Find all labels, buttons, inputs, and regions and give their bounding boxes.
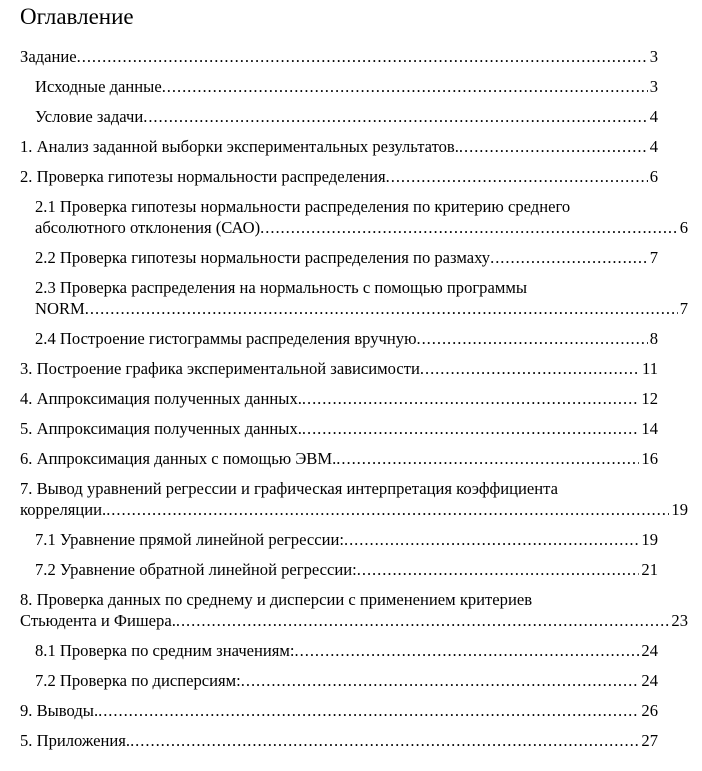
toc-entry-row (35, 640, 658, 661)
toc-entry-row (35, 670, 658, 691)
toc-entry[interactable] (35, 670, 688, 691)
dot-leader (143, 106, 647, 127)
dot-leader (295, 640, 640, 661)
toc-entry-title: 2.4 Построение гистограммы распределения вручную (35, 329, 417, 348)
toc-page-number: 4 (649, 107, 658, 126)
toc-entry[interactable] (35, 328, 688, 349)
toc-entry-title: Стьюдента и Фишера. (20, 611, 176, 630)
toc-entry-title: 2.2 Проверка гипотезы нормальности распределения по размаху (35, 248, 491, 267)
toc-entry-row (20, 610, 688, 631)
toc-page-number: 3 (649, 77, 658, 96)
dot-leader (336, 448, 639, 469)
toc-entry-title: 7.2 Уравнение обратной линейной регрессии: (35, 560, 357, 579)
dot-leader (260, 217, 678, 238)
toc-entry-row (20, 358, 658, 379)
toc-entry-title: 2. Проверка гипотезы нормальности распределения (20, 167, 386, 186)
toc-entry[interactable] (20, 418, 688, 439)
toc-entry-row (20, 418, 658, 439)
dot-leader (98, 700, 639, 721)
toc-entry[interactable] (35, 529, 688, 550)
toc-entry[interactable] (35, 76, 688, 97)
toc-entry-title: 6. Аппроксимация данных с помощью ЭВМ. (20, 449, 337, 468)
toc-page-number: 8 (649, 329, 658, 348)
toc-entry-title-line: 7. Вывод уравнений регрессии и графическая интерпретация коэффициента (20, 479, 558, 498)
toc-entry-row (35, 298, 688, 319)
toc-entry[interactable] (20, 388, 688, 409)
toc-page-number: 4 (649, 137, 658, 156)
toc-entry-row (35, 76, 658, 97)
toc-entry[interactable] (20, 358, 688, 379)
toc-entry[interactable] (20, 166, 688, 187)
toc-entry[interactable] (35, 277, 688, 319)
toc-list (20, 46, 688, 751)
toc-page-number: 12 (641, 389, 658, 408)
toc-entry-title: 1. Анализ заданной выборки экспериментальных результатов. (20, 137, 459, 156)
dot-leader (85, 298, 678, 319)
toc-entry-row (20, 730, 658, 751)
toc-entry-title: 7.1 Уравнение прямой линейной регрессии: (35, 530, 344, 549)
toc-entry-title: 9. Выводы. (20, 701, 99, 720)
dot-leader (241, 670, 640, 691)
toc-page-number: 23 (671, 611, 688, 630)
dot-leader (77, 46, 648, 67)
toc-entry-title: Исходные данные (35, 77, 162, 96)
dot-leader (416, 328, 647, 349)
toc-entry-row (20, 499, 688, 520)
toc-entry-title: 7.2 Проверка по дисперсиям: (35, 671, 241, 690)
toc-entry-row (35, 529, 658, 550)
toc-entry[interactable] (35, 640, 688, 661)
dot-leader (420, 358, 640, 379)
dot-leader (130, 730, 639, 751)
toc-entry-row (20, 388, 658, 409)
dot-leader (302, 388, 640, 409)
toc-entry[interactable] (35, 559, 688, 580)
toc-entry[interactable] (20, 730, 688, 751)
toc-entry[interactable] (20, 448, 688, 469)
toc-entry-title: Задание (20, 47, 77, 66)
toc-entry[interactable] (20, 46, 688, 67)
toc-entry-title-line: 2.3 Проверка распределения на нормальность с помощью программы (35, 278, 527, 297)
toc-title: Оглавление (20, 4, 134, 29)
dot-leader (176, 610, 670, 631)
toc-entry[interactable] (35, 196, 688, 238)
dot-leader (302, 418, 640, 439)
toc-page-number: 16 (641, 449, 658, 468)
toc-entry[interactable] (20, 478, 688, 520)
toc-entry-title: Условие задачи (35, 107, 144, 126)
toc-page-number: 19 (671, 500, 688, 519)
toc-entry-title: корреляции. (20, 500, 107, 519)
toc-page-number: 11 (642, 359, 658, 378)
toc-entry-title: 8.1 Проверка по средним значениям: (35, 641, 295, 660)
toc-page-number: 27 (641, 731, 658, 750)
dot-leader (106, 499, 669, 520)
toc-entry-row (35, 106, 658, 127)
toc-page-number: 7 (679, 299, 688, 318)
toc-entry[interactable] (35, 106, 688, 127)
toc-page-number: 19 (641, 530, 658, 549)
dot-leader (386, 166, 648, 187)
toc-entry-title: 5. Приложения. (20, 731, 131, 750)
toc-page (20, 0, 688, 760)
toc-entry-row (35, 217, 688, 238)
toc-page-number: 21 (641, 560, 658, 579)
toc-entry-title: NORM (35, 299, 85, 318)
toc-page-number: 24 (641, 641, 658, 660)
toc-page-number: 24 (641, 671, 658, 690)
toc-entry-title: 3. Построение графика экспериментальной зависимости (20, 359, 420, 378)
toc-entry-row (35, 559, 658, 580)
toc-entry-row (20, 700, 658, 721)
dot-leader (344, 529, 639, 550)
toc-entry-row (35, 328, 658, 349)
toc-entry-title: 4. Аппроксимация полученных данных. (20, 389, 302, 408)
toc-entry-title-line: 2.1 Проверка гипотезы нормальности распределения по критерию среднего (35, 197, 571, 216)
toc-entry-row (35, 247, 658, 268)
toc-entry-title: 5. Аппроксимация полученных данных. (20, 419, 302, 438)
toc-entry-row (20, 46, 658, 67)
dot-leader (459, 136, 648, 157)
toc-page-number: 6 (679, 218, 688, 237)
toc-page-number: 26 (641, 701, 658, 720)
dot-leader (162, 76, 648, 97)
toc-page-number: 14 (641, 419, 658, 438)
toc-page-number: 7 (649, 248, 658, 267)
toc-page-number: 3 (649, 47, 658, 66)
toc-entry[interactable] (35, 247, 688, 268)
dot-leader (490, 247, 648, 268)
toc-entry[interactable] (20, 700, 688, 721)
toc-entry-row (20, 166, 658, 187)
toc-entry-row (20, 136, 658, 157)
toc-entry-title: абсолютного отклонения (САО) (35, 218, 261, 237)
toc-entry[interactable] (20, 136, 688, 157)
toc-entry[interactable] (20, 589, 688, 631)
toc-entry-title-line: 8. Проверка данных по среднему и дисперсии с применением критериев (20, 590, 533, 609)
toc-page-number: 6 (649, 167, 658, 186)
dot-leader (357, 559, 640, 580)
toc-entry-row (20, 448, 658, 469)
